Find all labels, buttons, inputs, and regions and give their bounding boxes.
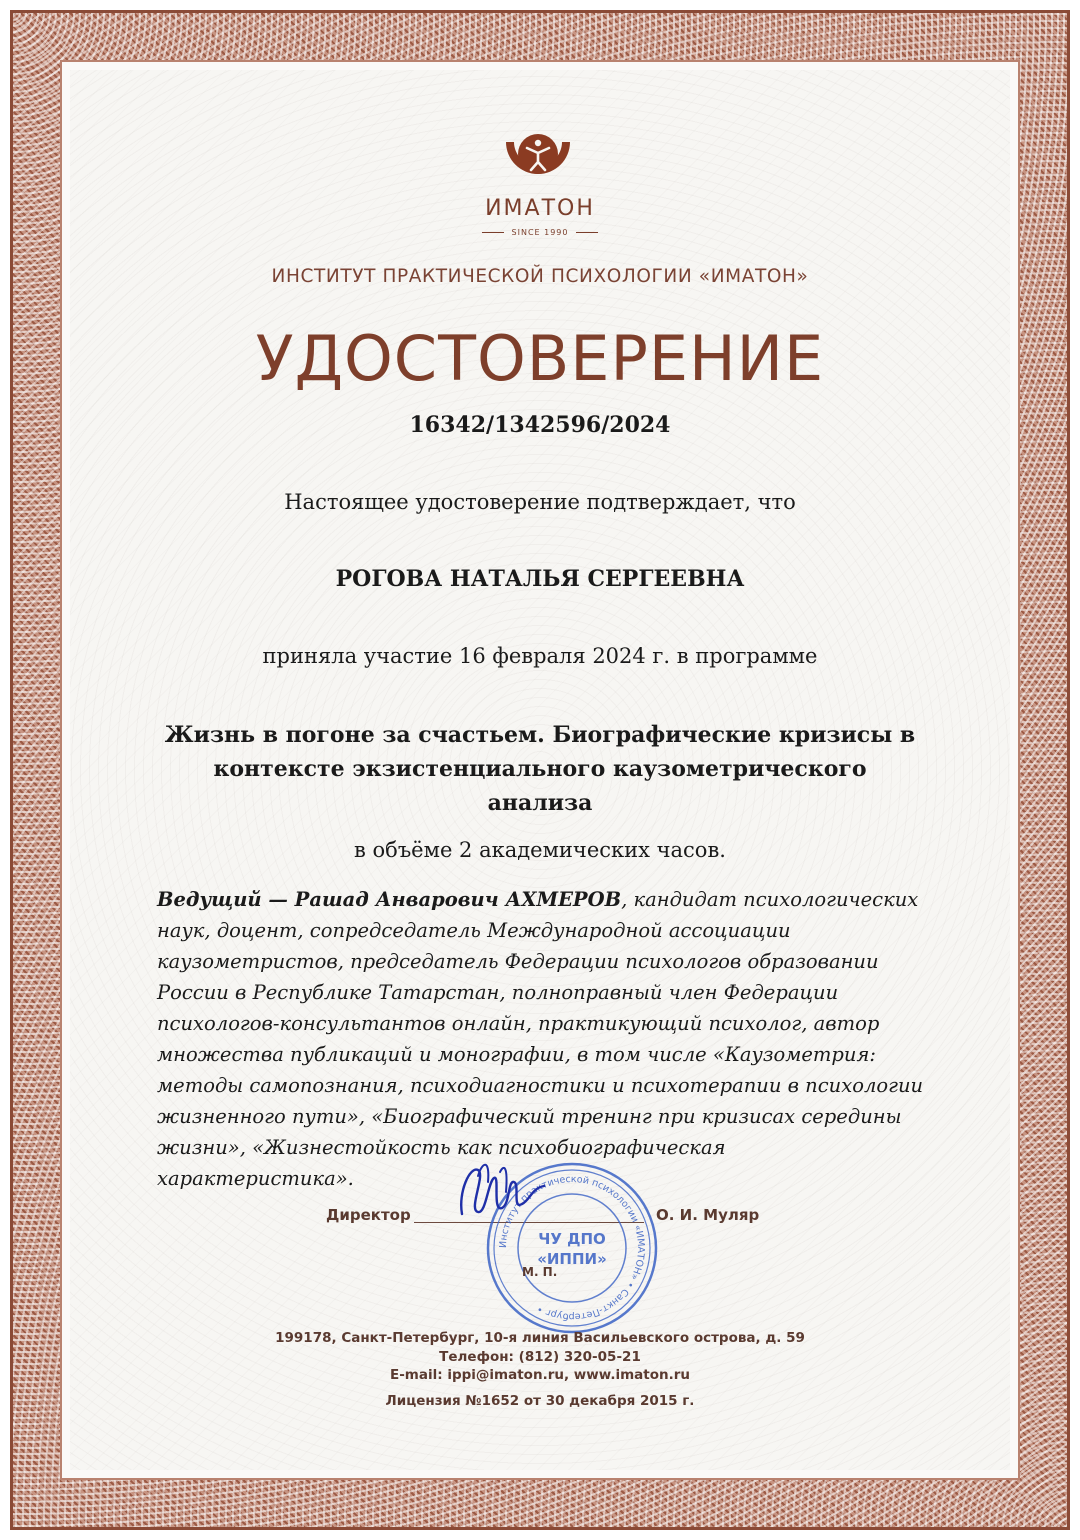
lecturer-lead: Ведущий — Рашад Анварович АХМЕРОВ [157, 888, 622, 911]
director-name: О. И. Муляр [656, 1206, 760, 1224]
since-text: SINCE 1990 [511, 228, 569, 237]
program-line: контексте экзистенциального каузометрического [213, 756, 867, 782]
certificate-title: УДОСТОВЕРЕНИЕ [255, 322, 825, 395]
program-line: Жизнь в погоне за счастьем. Биографические кризисы в [164, 722, 916, 748]
footer-email: E-mail: ippi@imaton.ru, www.imaton.ru [389, 1367, 691, 1383]
stamp-ring-text: Институт практической психологии «ИМАТОН» • Санкт-Петербург • [497, 1173, 647, 1323]
lecturer-info [157, 884, 927, 1194]
seal-mark: М. П. [522, 1265, 558, 1279]
footer-phone: Телефон: (812) 320-05-21 [439, 1349, 641, 1365]
brand-name: ИМАТОН [485, 196, 595, 221]
imaton-logo-icon [500, 132, 576, 192]
certificate-number: 16342/1342596/2024 [409, 412, 671, 438]
director-signature-icon [448, 1152, 558, 1232]
intro-text: Настоящее удостоверение подтверждает, что [284, 490, 796, 514]
institute-name: ИНСТИТУТ ПРАКТИЧЕСКОЙ ПСИХОЛОГИИ «ИМАТОН» [271, 266, 809, 287]
stamp-center-line1: ЧУ ДПО [538, 1230, 606, 1248]
lecturer-description: , кандидат психологических наук, доцент, сопредседатель Международной ассоциации каузометристов, председатель Федерации психологов образовании России в Республике Татарстан, полноправный член Федерации психологов-консультантов онлайн, практикующий психолог, автор множества публикаций и монографии, в том числе «Каузометрия: методы самопознания, психодиагностики и психотерапии в психологии жизненного пути», «Биографический тренинг при кризисах середины жизни», «Жизнестойкость как психобиографическая характеристика». [157, 888, 924, 1190]
director-label: Директор [326, 1206, 411, 1224]
program-title [140, 718, 940, 820]
participation-text: приняла участие 16 февраля 2024 г. в программе [262, 644, 818, 668]
footer-address: 199178, Санкт-Петербург, 10-я линия Васильевского острова, д. 59 [275, 1330, 805, 1346]
recipient-name: РОГОВА НАТАЛЬЯ СЕРГЕЕВНА [335, 566, 745, 592]
volume-text: в объёме 2 академических часов. [354, 838, 726, 862]
footer-license: Лицензия №1652 от 30 декабря 2015 г. [385, 1393, 695, 1409]
brand-since [0, 228, 1080, 237]
program-line: анализа [487, 790, 593, 816]
stamp-center-line2: «ИППИ» [537, 1250, 607, 1268]
